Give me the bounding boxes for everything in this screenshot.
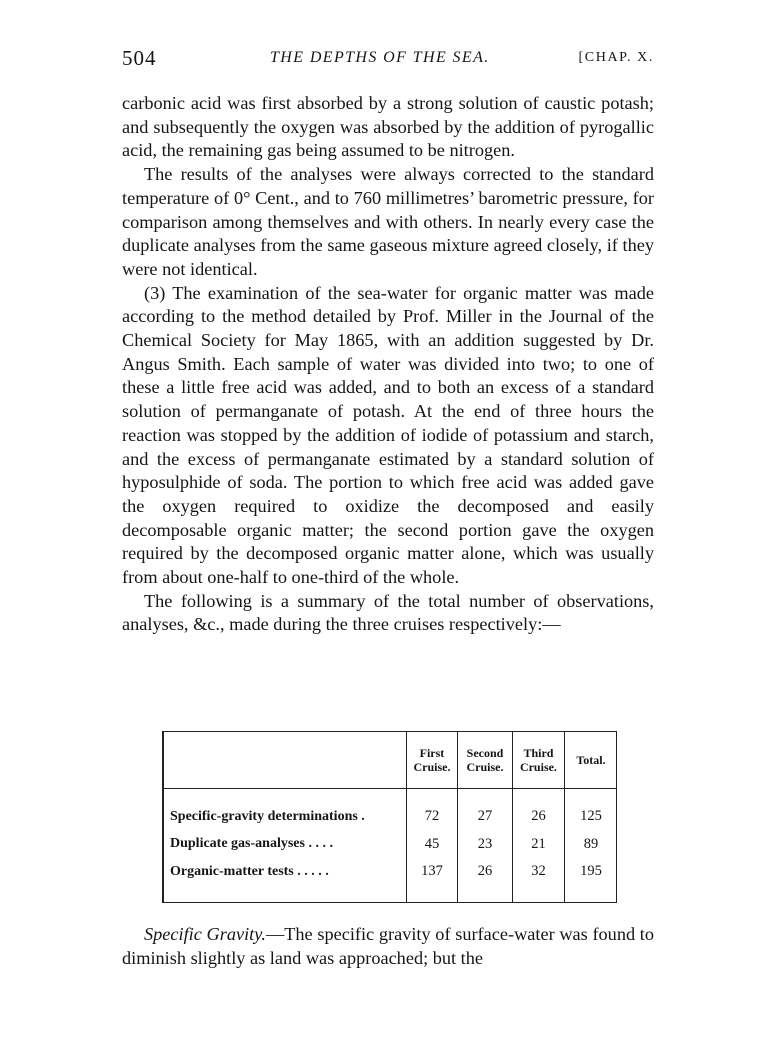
summary-table-container [162,731,617,903]
cell-value: 23 [458,831,513,858]
summary-table [162,731,617,903]
table-left-rule [162,731,164,903]
cell-value: 26 [512,803,564,830]
table-row [162,858,617,885]
paragraph: carbonic acid was first absorbed by a strong solution of caustic potash; and subsequently the oxygen was absorbed by the addition of pyrogallic acid, the remaining gas being assumed to be nitrogen. [122,93,654,161]
column-header: Third Cruise. [512,732,564,789]
page-header [122,46,654,76]
section-lead: Specific Gravity. [144,924,266,944]
row-label: Organic-matter tests . . . . . [170,863,329,879]
cell-value: 195 [565,858,617,885]
cell-value: 26 [458,858,513,885]
paragraph: The following is a summary of the total number of observations, analyses, &c., made during the three cruises respectively:— [122,590,654,635]
header-blank-cell [162,732,406,789]
section-text: —The specific gravity of surface-water was found to diminish slightly as land was approached; but the [122,924,654,968]
body-text [122,92,654,637]
row-label: Specific-gravity determinations . [170,808,365,824]
column-header: First Cruise. [406,732,457,789]
page-number: 504 [122,46,157,70]
running-title: THE DEPTHS OF THE SEA. [270,49,490,66]
cell-value: 27 [458,803,513,830]
cell-value: 45 [406,831,457,858]
paragraph: The results of the analyses were always corrected to the standard temperature of 0° Cent., and to 760 millimetres’ barometric pressure, for comparison among themselves and with others. In nearly every case the duplicate analyses from the same gaseous mixture agreed closely, if they were not identical. [122,164,654,279]
paragraph [122,922,654,970]
table-row [162,831,617,858]
chapter-label: [CHAP. X. [578,50,654,65]
cell-value: 137 [406,858,457,885]
paragraph: (3) The examination of the sea-water for organic matter was made according to the method detailed by Prof. Miller in the Journal of the Chemical Society for May 1865, with an addition suggested by Dr. Angus Smith. Each sample of water was divided into two; to one of these a little free acid was added, and to both an excess of a standard solution of permanganate of potash. At the end of three hours the reaction was stopped by the addition of iodide of potassium and starch, and the excess of permanganate estimated by a standard solution of hyposulphide of soda. The portion to which free acid was added gave the oxygen required to oxidize the decomposed and easily decomposable organic matter; the second portion gave the oxygen required by the decomposed organic matter alone, which was usually from about one-half to one-third of the whole. [122,282,654,588]
table-row [162,803,617,830]
cell-value: 32 [512,858,564,885]
cell-value: 89 [565,831,617,858]
column-header: Total. [565,732,617,789]
table-header-row [162,732,617,789]
table-right-rule [616,731,618,903]
closing-paragraph [122,922,654,970]
row-label: Duplicate gas-analyses . . . . [170,836,333,852]
cell-value: 21 [512,831,564,858]
column-header: Second Cruise. [458,732,513,789]
cell-value: 125 [565,803,617,830]
cell-value: 72 [406,803,457,830]
